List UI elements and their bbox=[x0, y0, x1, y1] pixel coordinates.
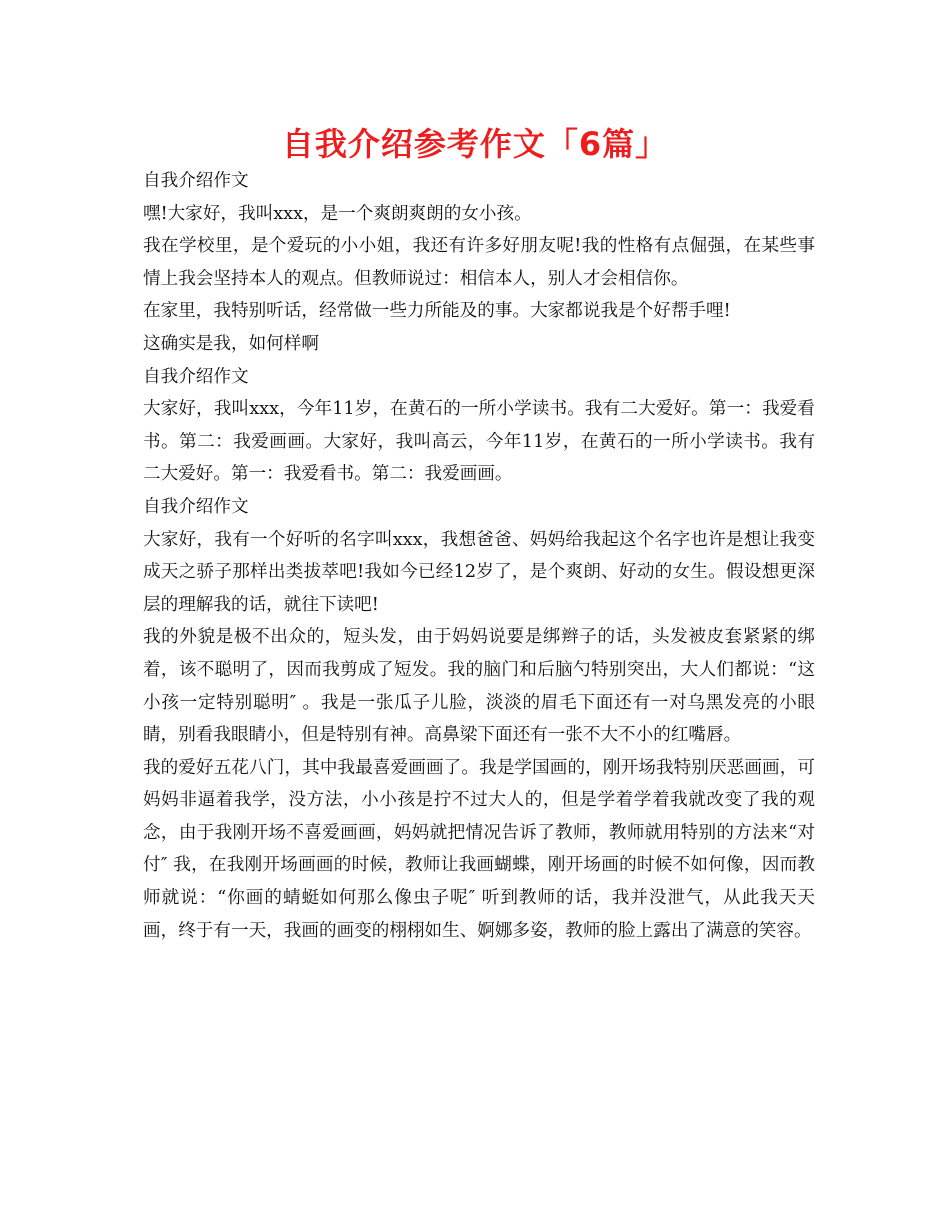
paragraph: 在家里，我特别听话，经常做一些力所能及的事。大家都说我是个好帮手哩! bbox=[143, 301, 731, 322]
section-heading: 自我介绍作文 bbox=[143, 496, 249, 517]
paragraph: 大家好，我有一个好听的名字叫xxx，我想爸爸、妈妈给我起这个名字也许是想让我变成天之骄子那样出类拔萃吧!我如今已经12岁了，是个爽朗、好动的女生。假设想更深层的理解我的话，就往下读吧! bbox=[143, 529, 815, 615]
paragraph: 嘿!大家好，我叫xxx，是一个爽朗爽朗的女小孩。 bbox=[143, 203, 532, 224]
paragraph: 这确实是我，如何样啊 bbox=[143, 333, 319, 354]
paragraph: 大家好，我叫xxx，今年11岁，在黄石的一所小学读书。我有二大爱好。第一：我爱看书。第二：我爱画画。大家好，我叫高云，今年11岁，在黄石的一所小学读书。我有二大爱好。第一：我爱看书。第二：我爱画画。 bbox=[143, 399, 815, 485]
document-body bbox=[143, 165, 815, 947]
paragraph: 我的爱好五花八门，其中我最喜爱画画了。我是学国画的，刚开场我特别厌恶画画，可妈妈非逼着我学，没方法，小小孩是拧不过大人的，但是学着学着我就改变了我的观念，由于我刚开场不喜爱画画，妈妈就把情况告诉了教师，教师就用特别的方法来“对付″ 我，在我刚开场画画的时候，教师让我画蝴蝶，刚开场画的时候不如何像，因而教师就说：“你画的蜻蜓如何那么像虫子呢″ 听到教师的话，我并没泄气，从此我天天画，终于有一天，我画的画变的栩栩如生、婀娜多姿，教师的脸上露出了满意的笑容。 bbox=[143, 757, 815, 941]
document-title: 自我介绍参考作文「6篇」 bbox=[281, 125, 669, 163]
paragraph: 我的外貌是极不出众的，短头发，由于妈妈说要是绑辫子的话，头发被皮套紧紧的绑着，该不聪明了，因而我剪成了短发。我的脑门和后脑勺特别突出，大人们都说：“这小孩一定特别聪明″ 。我是一张瓜子儿脸，淡淡的眉毛下面还有一对乌黑发亮的小眼睛，别看我眼睛小，但是特别有神。高鼻梁下面还有一张不大不小的红嘴唇。 bbox=[143, 627, 815, 746]
section-heading: 自我介绍作文 bbox=[143, 171, 249, 191]
section-heading: 自我介绍作文 bbox=[143, 366, 249, 387]
paragraph: 我在学校里，是个爱玩的小小姐，我还有许多好朋友呢!我的性格有点倔强，在某些事情上我会坚持本人的观点。但教师说过：相信本人，别人才会相信你。 bbox=[143, 236, 815, 289]
